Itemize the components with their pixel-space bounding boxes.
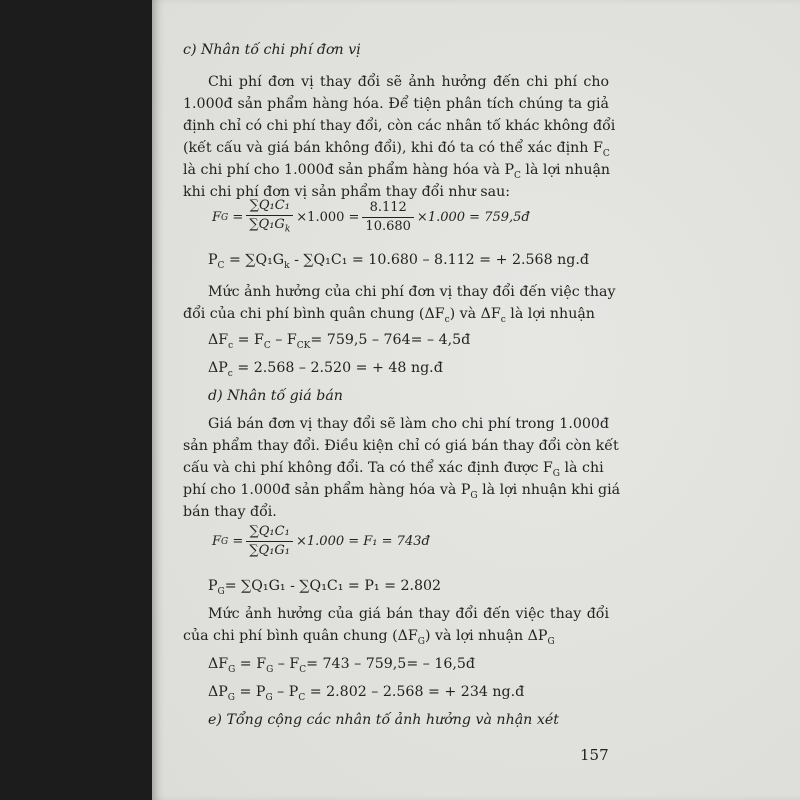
- equation-delta-fg: $\Delta F_G = F_G - F_C= 743 - 759,5=$ – 16,5đ: [208, 656, 476, 675]
- paragraph-line: khi chi phí đơn vị sản phẩm thay đổi như sau:: [183, 184, 510, 200]
- equation-pg: $P_G= \sum Q_1G_1 - \sum Q_1C_1 = P_1 = 2.802$: [208, 578, 442, 597]
- paragraph-line: của chi phí bình quân chung $(\Delta F_G)$ và lợi nhuận $\Delta P_G$: [183, 628, 555, 647]
- equation-delta-pg: $\Delta P_G = P_G - P_C = 2.802 - 2.568$ = + 234 ng.đ: [208, 684, 525, 703]
- paragraph-line: Giá bán đơn vị thay đổi sẽ làm cho chi phí trong 1.000đ: [208, 416, 609, 432]
- heading-d: d) Nhân tố giá bán: [208, 388, 343, 404]
- paragraph-line: sản phẩm thay đổi. Điều kiện chỉ có giá bán thay đổi còn kết: [183, 438, 619, 454]
- paragraph-line: bán thay đổi.: [183, 504, 277, 520]
- equation-pc: $P_C = \sum Q_1G_k - \sum Q_1C_1 = 10.680 - 8.112$ = + 2.568 ng.đ: [208, 252, 589, 271]
- paragraph-line: là chi phí cho 1.000đ sản phẩm hàng hóa và $P_C$ là lợi nhuận: [183, 162, 611, 181]
- paragraph-line: đổi của chi phí bình quân chung $(\Delta F_c)$ và $\Delta F_c$ là lợi nhuận: [183, 306, 595, 325]
- equation-delta-fc: $\Delta F_c = F_C - F_{CK}= 759,5 - 764=$ – 4,5đ: [208, 332, 471, 351]
- book-page: [152, 0, 800, 800]
- heading-e: e) Tổng cộng các nhân tố ảnh hưởng và nhận xét: [208, 712, 559, 728]
- heading-c: c) Nhân tố chi phí đơn vị: [183, 42, 361, 58]
- page-number: 157: [580, 746, 609, 764]
- equation-delta-pc: $\Delta P_c = 2.568 - 2.520$ = + 48 ng.đ: [208, 360, 443, 379]
- paragraph-line: cấu và chi phí không đổi. Ta có thể xác định được $F_G$ là chi: [183, 460, 604, 479]
- paragraph-line: (kết cấu và giá bán không đổi), khi đó ta có thể xác định $F_C$: [183, 140, 610, 159]
- paragraph-line: 1.000đ sản phẩm hàng hóa. Để tiện phân tích chúng ta giả: [183, 96, 609, 112]
- paragraph-line: định chỉ có chi phí thay đổi, còn các nhân tố khác không đổi: [183, 118, 616, 134]
- paragraph-line: Mức ảnh hưởng của chi phí đơn vị thay đổi đến việc thay: [208, 284, 616, 300]
- paragraph-line: phí cho 1.000đ sản phẩm hàng hóa và $P_G$ là lợi nhuận khi giá: [183, 482, 621, 501]
- equation-fg-price: F G = $\frac{\text{∑Q₁C₁}}{\text{∑Q₁G₁}}$ ×1.000 = F₁ = 743đ: [212, 524, 430, 558]
- paragraph-line: Mức ảnh hưởng của giá bán thay đổi đến việc thay đổi: [208, 606, 609, 622]
- equation-fg-cost: F G = $\frac{\text{∑Q₁C₁}}{\sum Q_1G_k}$ ×1.000 = $\frac{8.112}{10.680}$ ×1.000 = 759,5đ: [212, 198, 530, 235]
- paragraph-line: Chi phí đơn vị thay đổi sẽ ảnh hưởng đến chi phí cho: [208, 74, 609, 90]
